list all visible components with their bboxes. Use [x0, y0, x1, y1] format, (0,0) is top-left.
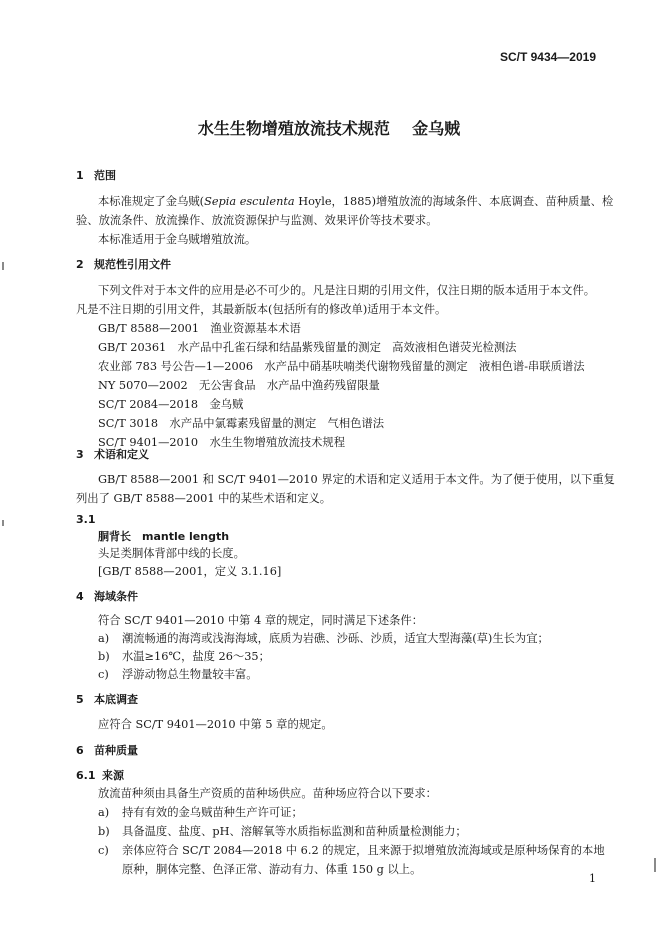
section-number: 6 — [76, 744, 84, 757]
references-intro-line-2: 凡是不注日期的引用文件，其最新版本(包括所有的修改单)适用于本文件。 — [76, 303, 447, 316]
reference-code: SC/T 2084—2018 — [98, 398, 199, 411]
reference-item — [98, 340, 516, 355]
reference-title: 金乌贼 — [209, 398, 244, 411]
subsection-6-1-heading — [76, 768, 124, 783]
list-marker: c) — [98, 844, 109, 857]
section-6-heading — [76, 743, 138, 758]
section-number: 1 — [76, 169, 84, 182]
reference-title: 水产品中硝基呋喃类代谢物残留量的测定 液相色谱-串联质谱法 — [264, 360, 585, 373]
scope-paragraph-line-1 — [98, 194, 613, 209]
scan-mark — [654, 858, 656, 872]
waters-intro: 符合 SC/T 9401—2010 中第 4 章的规定，同时满足下述条件： — [98, 614, 424, 627]
section-number: 3 — [76, 448, 84, 461]
list-marker: b) — [98, 650, 110, 663]
list-marker: b) — [98, 825, 110, 838]
terms-intro-line-1: GB/T 8588—2001 和 SC/T 9401—2010 界定的术语和定义适用于本文件。为了便于使用，以下重复 — [98, 473, 615, 486]
document-code: SC/T 9434—2019 — [499, 50, 596, 64]
section-title: 范围 — [94, 169, 116, 182]
section-1-heading — [76, 168, 116, 183]
reference-code: SC/T 3018 — [98, 417, 159, 430]
term-name: 胴背长 mantle length — [98, 530, 230, 543]
list-text: 持有有效的金乌贼苗种生产许可证； — [122, 806, 303, 819]
list-item — [98, 667, 258, 682]
reference-item — [98, 397, 243, 412]
reference-item — [98, 321, 301, 336]
list-item — [98, 649, 270, 664]
section-title: 苗种质量 — [94, 744, 138, 757]
terms-intro-line-2: 列出了 GB/T 8588—2001 中的某些术语和定义。 — [76, 492, 332, 505]
reference-title: 渔业资源基本术语 — [210, 322, 301, 335]
section-3-heading — [76, 447, 149, 462]
reference-code: GB/T 20361 — [98, 341, 167, 354]
scope-paragraph-line-2: 验、放流条件、放流操作、放流资源保护与监测、效果评价等技术要求。 — [76, 214, 438, 227]
source-intro: 放流苗种须由具备生产资质的苗种场供应。苗种场应符合以下要求： — [98, 787, 437, 800]
baseline-survey-text: 应符合 SC/T 9401—2010 中第 5 章的规定。 — [98, 718, 333, 731]
references-intro-line-1: 下列文件对于本文件的应用是必不可少的。凡是注日期的引用文件，仅注日期的版本适用于本文件。 — [98, 284, 596, 297]
scan-mark — [2, 262, 4, 270]
list-item — [98, 824, 467, 839]
section-title: 海域条件 — [94, 590, 138, 603]
list-marker: a) — [98, 806, 110, 819]
list-text: 具备温度、盐度、pH、溶解氧等水质指标监测和苗种质量检测能力； — [122, 825, 467, 838]
reference-item — [98, 359, 585, 374]
reference-code: GB/T 8588—2001 — [98, 322, 200, 335]
list-item-continuation: 原种，胴体完整、色泽正常、游动有力、体重 150 g 以上。 — [122, 863, 422, 876]
list-text: 浮游动物总生物量较丰富。 — [122, 668, 258, 681]
list-text: 亲体应符合 SC/T 2084—2018 中 6.2 的规定，且来源于拟增殖放流海域或是原种场保育的本地 — [122, 844, 605, 857]
page-number: 1 — [589, 872, 596, 885]
subsection-title: 来源 — [102, 769, 124, 782]
list-text: 潮流畅通的海湾或浅海海域，底质为岩礁、沙砾、沙质，适宜大型海藻(草)生长为宜； — [122, 632, 549, 645]
section-4-heading — [76, 589, 138, 604]
section-title: 术语和定义 — [94, 448, 149, 461]
reference-title: 水产品中孔雀石绿和结晶紫残留量的测定 高效液相色谱荧光检测法 — [177, 341, 517, 354]
section-number: 4 — [76, 590, 84, 603]
term-source: [GB/T 8588—2001，定义 3.1.16] — [98, 565, 282, 578]
section-5-heading — [76, 692, 138, 707]
section-number: 2 — [76, 258, 84, 271]
scope-applicability: 本标准适用于金乌贼增殖放流。 — [98, 233, 257, 246]
species-name: Sepia esculenta — [204, 195, 295, 208]
list-item — [98, 805, 303, 820]
term-definition: 头足类胴体背部中线的长度。 — [98, 547, 245, 560]
list-text: 水温≥16℃，盐度 26～35； — [122, 650, 270, 663]
section-title: 本底调查 — [94, 693, 138, 706]
list-marker: c) — [98, 668, 109, 681]
section-title: 规范性引用文件 — [94, 258, 171, 271]
section-2-heading — [76, 257, 171, 272]
reference-code: SC/T 9401—2010 — [98, 436, 199, 449]
section-number: 5 — [76, 693, 84, 706]
reference-code: 农业部 783 号公告—1—2006 — [98, 360, 254, 373]
term-number: 3.1 — [76, 513, 96, 526]
reference-code: NY 5070—2002 — [98, 379, 188, 392]
subsection-number: 6.1 — [76, 769, 96, 782]
text-segment: 本标准规定了金乌贼( — [98, 195, 205, 208]
reference-title: 水产品中氯霉素残留量的测定 气相色谱法 — [169, 417, 385, 430]
document-title: 水生生物增殖放流技术规范 金乌贼 — [197, 119, 461, 138]
list-item — [98, 843, 605, 858]
list-item — [98, 631, 549, 646]
reference-item — [98, 378, 380, 393]
text-segment: Hoyle，1885)增殖放流的海域条件、本底调查、苗种质量、检 — [294, 195, 614, 208]
reference-title: 无公害食品 水产品中渔药残留限量 — [199, 379, 380, 392]
scan-mark — [2, 520, 4, 526]
reference-title: 水生生物增殖放流技术规程 — [209, 436, 346, 449]
reference-item — [98, 416, 384, 431]
list-marker: a) — [98, 632, 110, 645]
